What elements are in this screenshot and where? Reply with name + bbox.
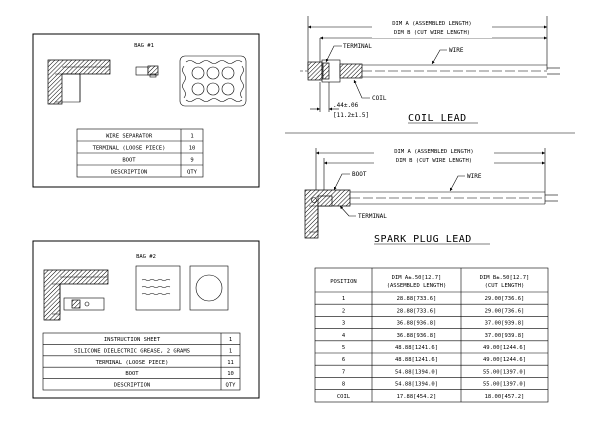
table-row (342, 382, 526, 388)
bag1-row-qty: QTY (187, 169, 197, 176)
bag1-terminal-drawing (136, 66, 158, 77)
row-dim-b: 55.00[1397.0] (482, 381, 527, 388)
bag2-row-desc: INSTRUCTION SHEET (103, 337, 161, 343)
bag1-title: BAG #1 (134, 43, 154, 49)
spark-plug-lead-title: SPARK PLUG LEAD (374, 234, 472, 245)
table-row (125, 371, 233, 377)
row-dim-a: 28.88[733.6] (396, 296, 437, 303)
bag1-row-qty: 10 (188, 145, 196, 152)
coil-dim-b-label: DIM B (CUT WIRE LENGTH) (393, 30, 471, 36)
row-position: 5 (341, 345, 346, 351)
spark-wire-label: WIRE (467, 173, 482, 180)
table-row (93, 146, 196, 152)
row-dim-b: 29.00[736.6] (484, 308, 525, 315)
row-dim-b: 18.00[457.2] (484, 393, 525, 400)
spark-boot (305, 190, 350, 238)
bag1-separator-drawing (180, 56, 246, 106)
row-position: 8 (341, 381, 346, 388)
bag2-row-qty: QTY (225, 382, 236, 389)
coil-lead-diagram (300, 16, 560, 124)
table-row (96, 360, 234, 366)
bag2-row-qty: 1 (228, 337, 233, 343)
bag1-row-desc: BOOT (122, 157, 136, 164)
row-dim-b: 55.00[1397.0] (482, 369, 527, 376)
header-dim-b-sub: (CUT LENGTH) (484, 283, 525, 289)
coil-wire (362, 65, 560, 77)
table-row (122, 158, 193, 164)
bag1-row-qty: 1 (190, 133, 194, 140)
table-row (111, 170, 198, 176)
row-position: COIL (336, 393, 351, 400)
table-row (342, 321, 525, 327)
bag2-row-desc: TERMINAL (LOOSE PIECE) (95, 359, 169, 366)
table-header (330, 275, 529, 289)
table-row (104, 337, 232, 343)
bag2-row-desc: DESCRIPTION (113, 382, 151, 389)
bag1-table (77, 129, 203, 177)
row-dim-a: 17.88[454.2] (396, 393, 437, 400)
row-position: 7 (341, 369, 346, 376)
spark-plug-lead-diagram (305, 146, 558, 245)
header-dim-a-sub: (ASSEMBLED LENGTH) (386, 283, 447, 289)
bag2-title: BAG #2 (136, 254, 156, 260)
table-row (106, 134, 194, 140)
coil-label: COIL (372, 95, 387, 102)
row-dim-b: 49.00[1244.6] (482, 357, 527, 364)
row-dim-a: 54.88[1394.0] (394, 369, 439, 376)
bag2-table (43, 333, 240, 390)
bag1-row-qty: 9 (190, 157, 194, 164)
bag2-row-qty: 1 (228, 348, 233, 355)
bag2-row-qty: 10 (227, 371, 234, 378)
row-dim-b: 29.00[736.6] (484, 296, 525, 303)
bag2-boot-drawing (44, 270, 108, 320)
header-position: POSITION (330, 279, 357, 285)
bag1-boot-drawing (48, 60, 110, 104)
bag2-border (33, 241, 259, 398)
table-row (342, 345, 526, 351)
row-dim-a: 36.88[936.8] (396, 320, 437, 327)
spark-terminal-label: TERMINAL (358, 213, 387, 220)
bag1-row-desc: DESCRIPTION (110, 169, 148, 176)
bag2-grease-packet-drawing (190, 266, 228, 310)
bag1-row-desc: TERMINAL (LOOSE PIECE) (92, 145, 166, 152)
row-dim-b: 37.00[939.8] (484, 320, 525, 327)
coil-lead-title: COIL LEAD (408, 113, 467, 124)
table-row (114, 383, 236, 389)
bag1-border (33, 34, 259, 187)
header-dim-b: DIM B±.50[12.7] (479, 275, 530, 281)
row-dim-b: 49.00[1244.6] (482, 345, 527, 351)
row-position: 1 (341, 296, 346, 303)
lengths-table (315, 268, 548, 402)
spark-dim-b-label: DIM B (CUT WIRE LENGTH) (395, 158, 473, 164)
bag2-row-desc: BOOT (125, 371, 139, 378)
row-position: 4 (341, 332, 346, 339)
coil-terminal-label: TERMINAL (343, 43, 372, 50)
bag1-panel (33, 34, 259, 187)
bag2-row-desc: SILICONE DIELECTRIC GREASE, 2 GRAMS (74, 348, 190, 355)
table-row (342, 369, 526, 375)
row-dim-a: 28.88[733.6] (396, 308, 437, 315)
row-dim-b: 37.00[939.8] (484, 332, 525, 339)
coil-dim-metric: [11.2±1.5] (333, 112, 370, 119)
bag2-panel (33, 241, 259, 398)
table-row (342, 296, 525, 302)
coil-connector (300, 60, 362, 82)
row-dim-a: 48.88[1241.6] (394, 345, 439, 351)
coil-dim-a-label: DIM A (ASSEMBLED LENGTH) (392, 21, 472, 27)
bag2-row-qty: 11 (227, 359, 234, 366)
spark-wire (350, 192, 558, 204)
row-position: 3 (341, 320, 346, 327)
row-position: 2 (341, 308, 346, 315)
spark-dim-a-label: DIM A (ASSEMBLED LENGTH) (394, 149, 474, 155)
table-row (74, 348, 232, 354)
row-dim-a: 48.88[1241.6] (394, 357, 439, 364)
table-row (337, 394, 525, 400)
table-row (342, 308, 525, 314)
table-row (342, 357, 526, 363)
bag1-row-desc: WIRE SEPARATOR (105, 133, 153, 140)
table-row (342, 333, 525, 339)
row-position: 6 (341, 357, 346, 364)
bag2-instruction-sheet-drawing (136, 266, 180, 310)
row-dim-a: 36.88[936.8] (396, 332, 437, 339)
spark-boot-label: BOOT (352, 171, 367, 178)
row-dim-a: 54.88[1394.0] (394, 381, 439, 388)
header-dim-a: DIM A±.50[12.7] (391, 275, 442, 281)
coil-wire-label: WIRE (449, 47, 464, 54)
coil-dim-nominal: .44±.06 (333, 102, 359, 109)
